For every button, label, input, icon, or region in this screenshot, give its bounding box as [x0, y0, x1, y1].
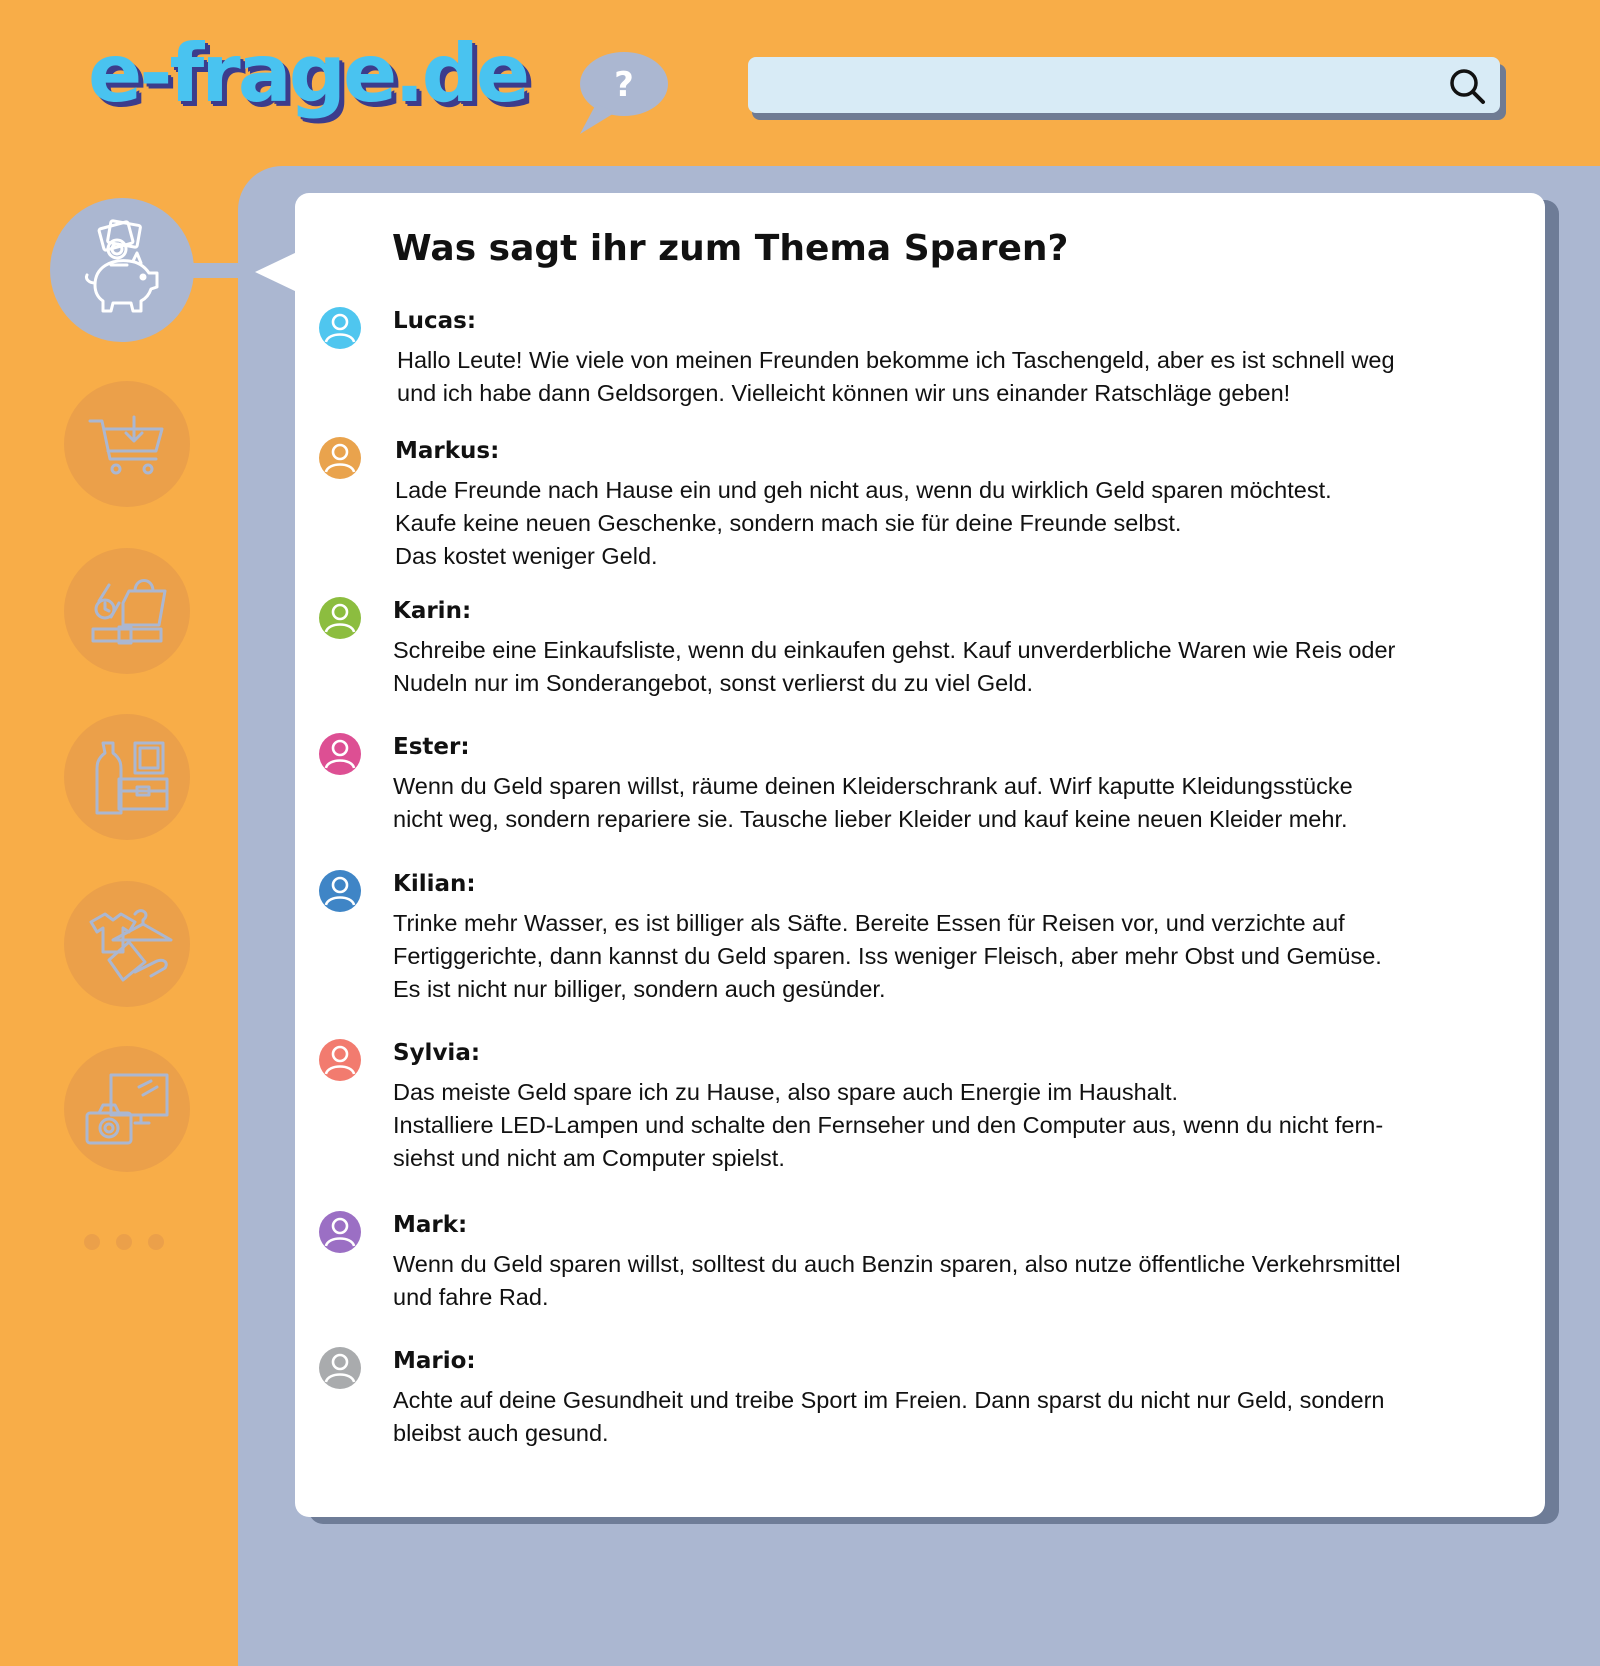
post-text: Achte auf deine Gesundheit und treibe Sport im Freien. Dann sparst du nicht nur Geld, sondern bleibst auch gesund. — [393, 1387, 1385, 1446]
accessories-icon — [79, 563, 175, 659]
search-bar[interactable] — [748, 57, 1500, 113]
question-mark: ? — [614, 65, 634, 105]
clothing-icon — [79, 896, 175, 992]
post-text: Das meiste Geld spare ich zu Hause, also spare auch Energie im Haushalt. Installiere LED-Lampen und schalte den Fernseher und den Computer aus, wenn du nicht fern- siehst und nicht am Computer spielst. — [393, 1079, 1384, 1171]
electronics-icon — [79, 1061, 175, 1157]
post-author[interactable]: Mario: — [393, 1348, 476, 1374]
post-author[interactable]: Sylvia: — [393, 1040, 481, 1066]
site-logo[interactable]: e-frage.de — [88, 27, 528, 120]
dot — [84, 1234, 100, 1250]
sidebar-item-electronics[interactable] — [64, 1046, 190, 1172]
post-author[interactable]: Mark: — [393, 1212, 468, 1238]
post-text: Trinke mehr Wasser, es ist billiger als Säfte. Bereite Essen für Reisen vor, und verzichte auf Fertiggerichte, dann kannst du Geld sparen. Iss weniger Fleisch, aber mehr Obst und Gemüse. Es ist nicht nur billiger, sondern auch gesünder. — [393, 910, 1382, 1002]
post-author[interactable]: Kilian: — [393, 871, 476, 897]
user-avatar-icon[interactable] — [318, 1038, 362, 1082]
post-author[interactable]: Karin: — [393, 598, 472, 624]
user-avatar-icon[interactable] — [318, 869, 362, 913]
search-input[interactable] — [762, 65, 1406, 107]
post-author[interactable]: Markus: — [395, 438, 500, 464]
sidebar-item-shopping[interactable] — [64, 381, 190, 507]
piggy-bank-icon — [67, 215, 177, 325]
shopping-cart-icon — [82, 399, 172, 489]
post-text: Wenn du Geld sparen willst, solltest du auch Benzin sparen, also nutze öffentliche Verkehrsmittel und fahre Rad. — [393, 1251, 1401, 1310]
post-author[interactable]: Ester: — [393, 734, 470, 760]
sidebar-item-clothing[interactable] — [64, 881, 190, 1007]
user-avatar-icon[interactable] — [318, 732, 362, 776]
sidebar-item-accessories[interactable] — [64, 548, 190, 674]
household-items-icon — [79, 729, 175, 825]
post-text: Hallo Leute! Wie viele von meinen Freunden bekomme ich Taschengeld, aber es ist schnell weg und ich habe dann Geldsorgen. Vielleicht können wir uns einander Ratschläge geben! — [397, 347, 1395, 406]
sidebar-item-household[interactable] — [64, 714, 190, 840]
user-avatar-icon[interactable] — [318, 596, 362, 640]
dot — [116, 1234, 132, 1250]
speech-bubble-icon — [578, 50, 670, 136]
user-avatar-icon[interactable] — [318, 1210, 362, 1254]
magnifier-icon[interactable] — [1448, 67, 1486, 105]
post-text: Wenn du Geld sparen willst, räume deinen Kleiderschrank auf. Wirf kaputte Kleidungsstücke nicht weg, sondern repariere sie. Tausche lieber Kleider und kauf keine neuen Kleider mehr. — [393, 773, 1353, 832]
card-pointer — [255, 252, 297, 292]
dot — [148, 1234, 164, 1250]
user-avatar-icon[interactable] — [318, 436, 362, 480]
page-title: Was sagt ihr zum Thema Sparen? — [392, 228, 1069, 269]
user-avatar-icon[interactable] — [318, 1346, 362, 1390]
post-text: Schreibe eine Einkaufsliste, wenn du einkaufen gehst. Kauf unverderbliche Waren wie Reis oder Nudeln nur im Sonderangebot, sonst verlierst du zu viel Geld. — [393, 637, 1396, 696]
sidebar-item-savings[interactable] — [50, 198, 194, 342]
more-dots-icon[interactable] — [84, 1234, 164, 1250]
user-avatar-icon[interactable] — [318, 306, 362, 350]
active-connector — [190, 263, 250, 278]
post-text: Lade Freunde nach Hause ein und geh nicht aus, wenn du wirklich Geld sparen möchtest. Kaufe keine neuen Geschenke, sondern mach sie für deine Freunde selbst. Das kostet weniger Geld. — [395, 477, 1332, 569]
post-author[interactable]: Lucas: — [393, 308, 477, 334]
